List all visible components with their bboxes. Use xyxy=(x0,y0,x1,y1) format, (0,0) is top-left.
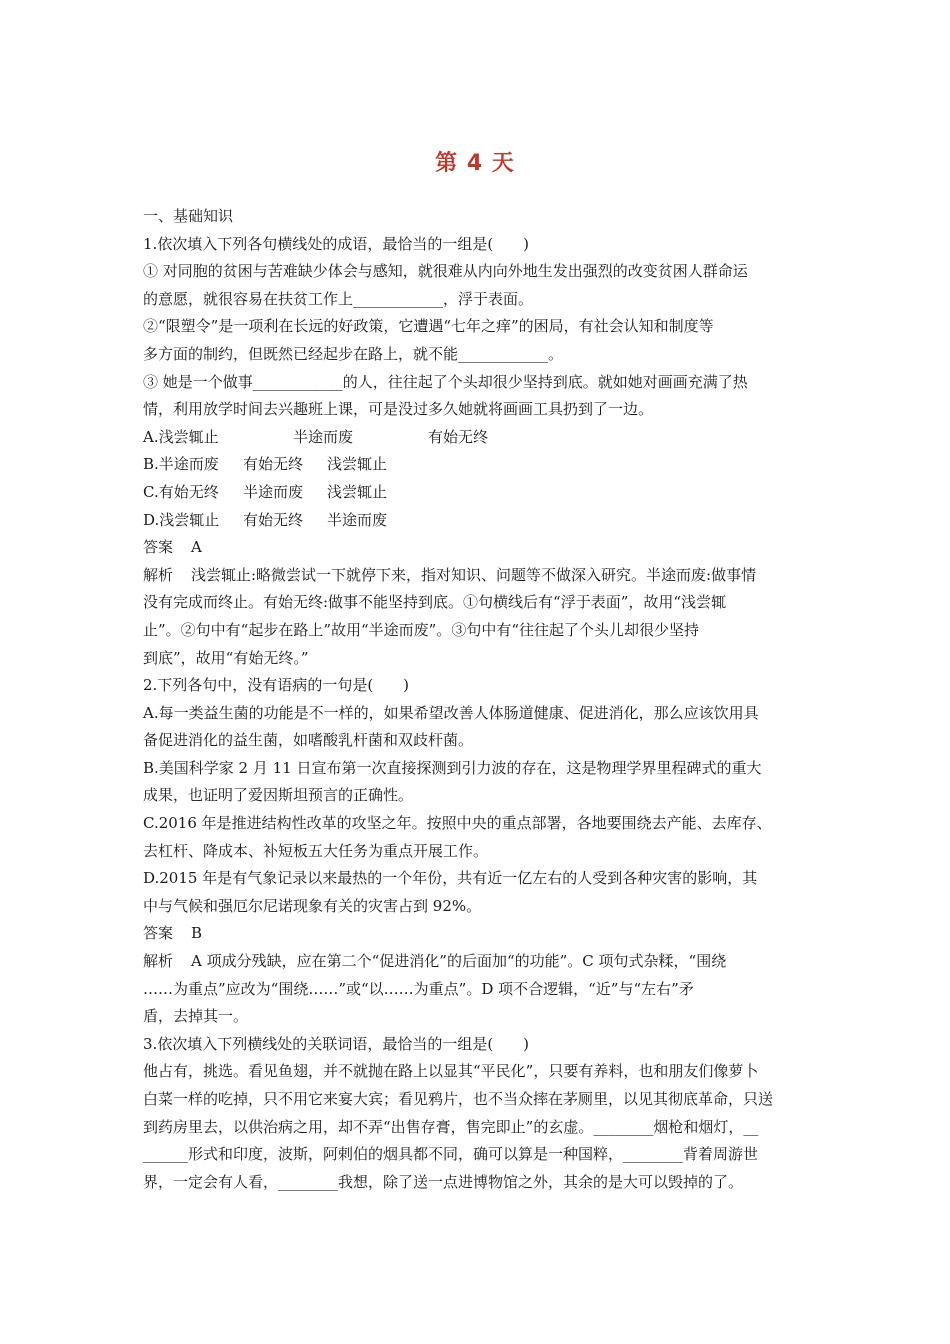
question-1-option-d xyxy=(143,507,793,535)
question-1-sentence-2-line-2: 多方面的制约，但既然已经起步在路上，就不能____________。 xyxy=(143,344,564,363)
answer-label: 答案 xyxy=(143,538,174,557)
question-2-option-d-line-1: D.2015 年是有气象记录以来最热的一个年份，共有近一亿左右的人受到各种灾害的影响，其 xyxy=(143,869,758,888)
question-3-passage-line-1: 他占有，挑选。看见鱼翅，并不就抛在路上以显其“平民化”，只要有养料，也和朋友们像萝卜 xyxy=(143,1062,759,1081)
page-title: 第 4 天 xyxy=(435,151,515,176)
question-1-analysis-line-3: 止”。②句中有“起步在路上”故用“半途而废”。③句中有“往往起了个头儿却很少坚持 xyxy=(143,620,700,639)
document-body xyxy=(143,203,793,1196)
question-1-answer xyxy=(143,534,793,562)
answer-label: 答案 xyxy=(143,924,174,943)
question-2-answer xyxy=(143,920,793,948)
question-2-option-c-line-1: C.2016 年是推进结构性改革的攻坚之年。按照中央的重点部署，各地要围绕去产能、去库存、 xyxy=(143,814,772,833)
question-1-analysis-line-4: 到底”，故用“有始无终。” xyxy=(143,648,309,667)
question-2-option-a-line-2: 备促进消化的益生菌，如嗜酸乳杆菌和双歧杆菌。 xyxy=(143,731,474,750)
option-b-word-1: B.半途而废 xyxy=(143,455,219,474)
question-1-stem: 1.依次填入下列各句横线处的成语，最恰当的一组是( ) xyxy=(143,234,530,253)
option-a-word-2: 半途而废 xyxy=(293,427,354,446)
question-2-option-c-line-2: 去杠杆、降成本、补短板五大任务为重点开展工作。 xyxy=(143,841,489,860)
question-2-analysis-line-3: 盾，去掉其一。 xyxy=(143,1007,249,1026)
option-c-word-1: C.有始无终 xyxy=(143,482,219,501)
option-b-word-2: 有始无终 xyxy=(243,455,304,474)
question-1-analysis-line-1 xyxy=(143,562,793,590)
question-3-passage-line-5: 界，一定会有人看，________我想，除了送一点进博物馆之外，其余的是大可以毁掉的了。 xyxy=(143,1172,744,1191)
question-1-option-b xyxy=(143,451,793,479)
analysis-text: A 项成分残缺，应在第二个“促进消化”的后面加“的功能”。C 项句式杂糅，“围绕 xyxy=(191,952,727,971)
analysis-label: 解析 xyxy=(143,952,174,971)
question-3-passage-line-3: 到药房里去，以供治病之用，却不弄“出售存膏，售完即止”的玄虚。________烟枪和烟灯，__ xyxy=(143,1117,759,1136)
option-a-word-3: 有始无终 xyxy=(428,427,489,446)
question-2-option-d-line-2: 中与气候和强厄尔尼诺现象有关的灾害占到 92%。 xyxy=(143,896,482,915)
question-1-analysis-line-2: 没有完成而终止。有始无终:做事不能坚持到底。①句横线后有“浮于表面”，故用“浅尝辄 xyxy=(143,593,727,612)
question-1-option-a xyxy=(143,424,793,452)
option-a-word-1: A.浅尝辄止 xyxy=(143,427,219,446)
question-1-sentence-1-line-2: 的意愿，就很容易在扶贫工作上____________，浮于表面。 xyxy=(143,289,534,308)
question-1-sentence-2-line-1: ②“限塑令”是一项利在长远的好政策，它遭遇“七年之痒”的困局，有社会认知和制度等 xyxy=(143,317,714,336)
option-d-word-1: D.浅尝辄止 xyxy=(143,510,220,529)
analysis-label: 解析 xyxy=(143,565,174,584)
question-3-stem: 3.依次填入下列横线处的关联词语，最恰当的一组是( ) xyxy=(143,1034,530,1053)
answer-value: B xyxy=(191,924,203,943)
question-2-option-b-line-1: B.美国科学家 2 月 11 日宣布第一次直接探测到引力波的存在，这是物理学界里程碑式的重大 xyxy=(143,758,762,777)
question-2-analysis-line-1 xyxy=(143,948,793,976)
question-2-stem: 2.下列各句中，没有语病的一句是( ) xyxy=(143,676,410,695)
question-2-option-a-line-1: A.每一类益生菌的功能是不一样的，如果希望改善人体肠道健康、促进消化，那么应该饮用具 xyxy=(143,703,759,722)
question-2-option-b-line-2: 成果，也证明了爱因斯坦预言的正确性。 xyxy=(143,786,414,805)
section-heading: 一、基础知识 xyxy=(143,207,234,225)
option-c-word-2: 半途而废 xyxy=(243,482,304,501)
option-b-word-3: 浅尝辄止 xyxy=(327,455,388,474)
question-1-sentence-3-line-2: 情，利用放学时间去兴趣班上课，可是没过多久她就将画画工具扔到了一边。 xyxy=(143,400,654,419)
answer-value: A xyxy=(191,538,202,557)
question-1-option-c xyxy=(143,479,793,507)
question-1-sentence-3-line-1: ③ 她是一个做事____________的人，往往起了个头却很少坚持到底。就如她对画画充满了热 xyxy=(143,372,748,391)
option-d-word-3: 半途而废 xyxy=(327,510,388,529)
analysis-text: 浅尝辄止:略微尝试一下就停下来，指对知识、问题等不做深入研究。半途而废:做事情 xyxy=(191,565,757,584)
option-d-word-2: 有始无终 xyxy=(243,510,304,529)
question-3-passage-line-4: ______形式和印度，波斯，阿剌伯的烟具都不同，确可以算是一种国粹，________背着周游世 xyxy=(143,1145,759,1164)
question-1-sentence-1-line-1: ① 对同胞的贫困与苦难缺少体会与感知，就很难从内向外地生发出强烈的改变贫困人群命运 xyxy=(143,262,748,281)
question-3-passage-line-2: 白菜一样的吃掉，只不用它来宴大宾；看见鸦片，也不当众摔在茅厕里，以见其彻底革命，只送 xyxy=(143,1090,774,1108)
question-2-analysis-line-2: ……为重点”应改为“围绕……”或“以……为重点”。D 项不合逻辑，“近”与“左右”矛 xyxy=(143,979,694,998)
option-c-word-3: 浅尝辄止 xyxy=(327,482,388,501)
